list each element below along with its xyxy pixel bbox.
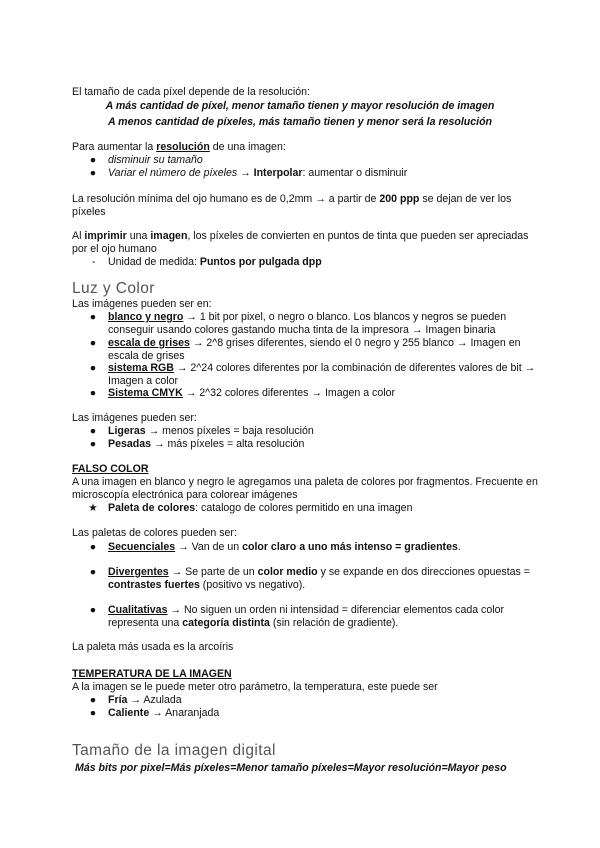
- text: La resolución mínima del ojo humano es de 0,2mm → a partir de: [72, 193, 380, 205]
- text: Unidad de medida:: [108, 256, 200, 268]
- star-icon: ★: [88, 502, 98, 514]
- bullet-icon: ●: [89, 425, 97, 437]
- text: → Se parte de un: [168, 566, 258, 578]
- text: Para aumentar la: [72, 141, 157, 153]
- list-item: [108, 311, 540, 337]
- list-item: [108, 694, 540, 707]
- section-heading-tamano: Tamaño de la imagen digital: [72, 742, 276, 759]
- tamano-summary: Más bits por pixel=Más píxeles=Menor tamaño píxeles=Mayor resolución=Mayor peso: [75, 762, 507, 774]
- text: → 1 bit por pixel, o negro o blanco. Los blancos y negros se pueden conseguir usando colores gastando mucha tinta de la impresora → Imagen binaria: [108, 311, 507, 336]
- keyword: resolución: [156, 141, 210, 153]
- pixel-rule-2: A menos cantidad de píxeles, más tamaño tienen y menor será la resolución: [107, 116, 493, 128]
- keyword: 200 ppp: [379, 193, 420, 205]
- keyword: Ligeras: [108, 425, 146, 437]
- text: de una imagen:: [209, 141, 286, 153]
- text: → Anaranjada: [149, 707, 220, 719]
- list-item: [108, 438, 540, 451]
- min-resolution-text: [72, 193, 540, 219]
- dash-marker: -: [92, 256, 96, 268]
- list-item: [108, 502, 540, 515]
- text: → 2^24 colores diferentes por la combinación de diferentes valores de bit → Imagen a color: [108, 362, 536, 387]
- list-item: [108, 337, 540, 363]
- text: (sin relación de gradiente).: [269, 617, 399, 629]
- keyword: Interpolar: [253, 167, 303, 179]
- bullet-icon: ●: [89, 154, 97, 166]
- keyword: Divergentes: [108, 566, 169, 578]
- text: se dejan de ver los píxeles: [72, 193, 512, 218]
- keyword: imprimir: [84, 230, 127, 242]
- list-item: [108, 566, 540, 592]
- text: : catalogo de colores permitido en una imagen: [195, 502, 413, 514]
- text: → 2^32 colores diferentes → Imagen a color: [182, 387, 396, 399]
- keyword: Fría: [108, 694, 128, 706]
- keyword: Puntos por pulgada dpp: [199, 256, 322, 268]
- list-item: [108, 256, 540, 269]
- falso-color-text: A una imagen en blanco y negro le agregamos una paleta de colores por fragmentos. Frecuente en microscopía electrónica para colorear imágenes: [72, 476, 538, 501]
- list-item: [108, 387, 540, 400]
- keyword: contrastes fuertes: [108, 579, 200, 591]
- list-item: [108, 604, 540, 630]
- text: → No siguen un orden ni intensidad = diferenciar elementos cada color representa una: [108, 604, 505, 629]
- weight-intro: Las imágenes pueden ser:: [72, 412, 197, 424]
- keyword: Paleta de colores: [108, 502, 196, 514]
- bullet-icon: ●: [89, 311, 97, 323]
- text: (positivo vs negativo).: [199, 579, 306, 591]
- palettes-intro: Las paletas de colores pueden ser:: [72, 527, 237, 539]
- text: y se expande en dos direcciones opuestas =: [317, 566, 530, 578]
- text: →: [237, 167, 254, 179]
- falso-color-heading: FALSO COLOR: [72, 463, 149, 475]
- colors-intro: Las imágenes pueden ser en:: [72, 298, 212, 310]
- keyword: Cualitativas: [108, 604, 168, 616]
- keyword: categoría distinta: [182, 617, 270, 629]
- text: una: [126, 230, 151, 242]
- list-item: [108, 425, 540, 438]
- keyword: Pesadas: [108, 438, 151, 450]
- arcoiris-text: La paleta más usada es la arcoíris: [72, 641, 234, 653]
- text: Variar el número de píxeles: [108, 167, 238, 179]
- temperatura-heading: TEMPERATURA DE LA IMAGEN: [72, 668, 232, 680]
- text: → menos píxeles = baja resolución: [145, 425, 314, 437]
- pixel-rule-1: A más cantidad de píxel, menor tamaño tienen y mayor resolución de imagen: [105, 100, 495, 112]
- bullet-icon: ●: [89, 707, 97, 719]
- keyword: sistema RGB: [108, 362, 174, 374]
- keyword: Secuenciales: [108, 541, 176, 553]
- text: → más píxeles = alta resolución: [151, 438, 305, 450]
- bullet-icon: ●: [89, 541, 97, 553]
- bullet-icon: ●: [89, 566, 97, 578]
- bullet-icon: ●: [89, 337, 97, 349]
- bullet-icon: ●: [89, 167, 97, 179]
- text: Al: [72, 230, 85, 242]
- list-item: [108, 167, 540, 180]
- bullet-icon: ●: [89, 604, 97, 616]
- text: : aumentar o disminuir: [302, 167, 408, 179]
- resolution-intro: [72, 141, 540, 154]
- bullet-icon: ●: [89, 694, 97, 706]
- list-item: [108, 707, 540, 720]
- text: → Van de un: [175, 541, 243, 553]
- list-item: [108, 362, 540, 388]
- section-heading-luz-color: Luz y Color: [72, 280, 155, 297]
- keyword: color medio: [257, 566, 318, 578]
- text: → Azulada: [127, 694, 182, 706]
- bullet-icon: ●: [89, 438, 97, 450]
- print-text: [72, 230, 540, 256]
- text: → 2^8 grises diferentes, siendo el 0 negro y 255 blanco → Imagen en escala de grises: [108, 337, 521, 362]
- bullet-icon: ●: [89, 362, 97, 374]
- keyword: blanco y negro: [108, 311, 184, 323]
- pixel-size-intro: El tamaño de cada píxel depende de la resolución:: [72, 86, 310, 98]
- keyword: escala de grises: [108, 337, 190, 349]
- temperatura-text: A la imagen se le puede meter otro parámetro, la temperatura, este puede ser: [72, 681, 438, 693]
- keyword: Caliente: [108, 707, 150, 719]
- bullet-icon: ●: [89, 387, 97, 399]
- list-item: disminuir su tamaño: [108, 154, 203, 166]
- text: , los píxeles de convierten en puntos de tinta que pueden ser apreciadas por el ojo humano: [72, 230, 529, 255]
- text: .: [457, 541, 461, 553]
- keyword: Sistema CMYK: [108, 387, 183, 399]
- list-item: [108, 541, 540, 554]
- keyword: imagen: [150, 230, 188, 242]
- keyword: color claro a uno más intenso = gradientes: [242, 541, 458, 553]
